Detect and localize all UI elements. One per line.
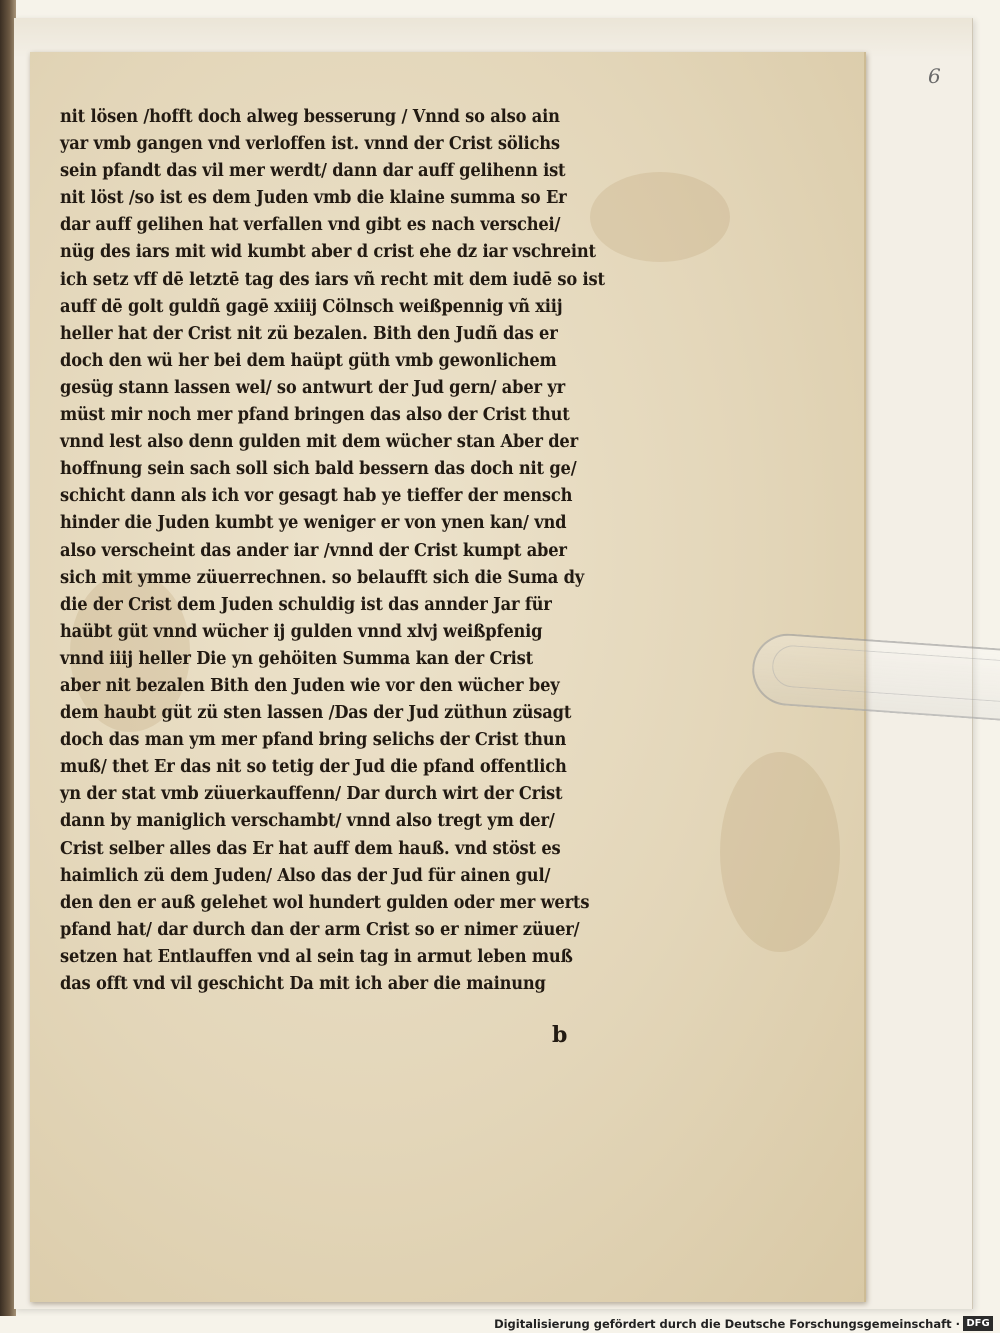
folio-number: 6 — [928, 64, 941, 88]
text-line: das offt vnd vil geschicht Da mit ich aber die mainung — [60, 974, 546, 994]
text-line: hoffnung sein sach soll sich bald bessern das doch nit ge/ — [60, 459, 577, 480]
text-line: ich setz vff dē letztē tag des iars vñ recht mit dem iudē so ist — [60, 269, 605, 290]
text-line: dem haubt güt zü sten lassen /Das der Jud züthun züsagt — [60, 703, 572, 724]
text-line: nit lösen /hofft doch alweg besserung / Vnnd so also ain — [60, 107, 560, 127]
text-line: vnnd iiij heller Die yn gehöiten Summa kan der Crist — [60, 648, 533, 669]
text-line: doch den wü her bei dem haüpt güth vmb gewonlichem — [60, 350, 557, 371]
stain — [720, 752, 840, 952]
text-line: dar auff gelihen hat verfallen vnd gibt es nach verschei/ — [60, 215, 561, 236]
text-line: gesüg stann lassen wel/ so antwurt der Jud gern/ aber yr — [60, 377, 566, 398]
text-line: die der Crist dem Juden schuldig ist das annder Jar für — [60, 594, 552, 615]
text-line: pfand hat/ dar durch dan der arm Crist so er nimer züuer/ — [60, 919, 580, 940]
text-line: sein pfandt das vil mer werdt/ dann dar auff gelihenn ist — [60, 161, 566, 182]
dfg-logo: DFG — [963, 1316, 993, 1331]
text-line: Crist selber alles das Er hat auff dem hauß. vnd stöst es — [60, 838, 561, 859]
text-line: vnnd lest also denn gulden mit dem wücher stan Aber der — [60, 432, 578, 453]
text-line: also verscheint das ander iar /vnnd der Crist kumpt aber — [60, 540, 567, 561]
text-line: muß/ thet Er das nit so tetig der Jud die pfand offentlich — [60, 757, 567, 778]
text-line: heller hat der Crist nit zü bezalen. Bith den Judñ das er — [60, 323, 558, 344]
text-line: nit löst /so ist es dem Juden vmb die klaine summa so Er — [60, 188, 567, 209]
text-line: auff dē golt guldñ gagē xxiiij Cölnsch weißpennig vñ xiij — [60, 296, 563, 317]
text-line: den den er auß gelehet wol hundert gulden oder mer werts — [60, 892, 590, 913]
text-line: sich mit ymme züuerrechnen. so belaufft sich die Suma dy — [60, 567, 585, 588]
text-line: hinder die Juden kumbt ye weniger er von ynen kan/ vnd — [60, 513, 567, 534]
text-line: setzen hat Entlauffen vnd al sein tag in armut leben muß — [60, 946, 573, 967]
text-line: müst mir noch mer pfand bringen das also der Crist thut — [60, 405, 570, 426]
text-line: doch das man ym mer pfand bring selichs der Crist thun — [60, 730, 567, 751]
text-line: aber nit bezalen Bith den Juden wie vor den wücher bey — [60, 675, 560, 696]
body-text — [60, 104, 660, 998]
footer-credit: Digitalisierung gefördert durch die Deutsche Forschungsgemeinschaft · — [494, 1317, 960, 1331]
text-line: schicht dann als ich vor gesagt hab ye tieffer der mensch — [60, 486, 573, 507]
text-line: haimlich zü dem Juden/ Also das der Jud für ainen gul/ — [60, 865, 551, 886]
text-line: haübt güt vnnd wücher ij gulden vnnd xlvj weißpfenig — [60, 621, 543, 642]
text-line: yar vmb gangen vnd verloffen ist. vnnd der Crist sölichs — [60, 134, 560, 155]
text-line: nüg des iars mit wid kumbt aber d crist ehe dz iar vschreint — [60, 242, 596, 263]
signature-mark: b — [552, 1022, 568, 1048]
text-line: yn der stat vmb züuerkauffenn/ Dar durch wirt der Crist — [60, 784, 563, 805]
text-line: dann by maniglich verschambt/ vnnd also tregt ym der/ — [60, 811, 555, 832]
